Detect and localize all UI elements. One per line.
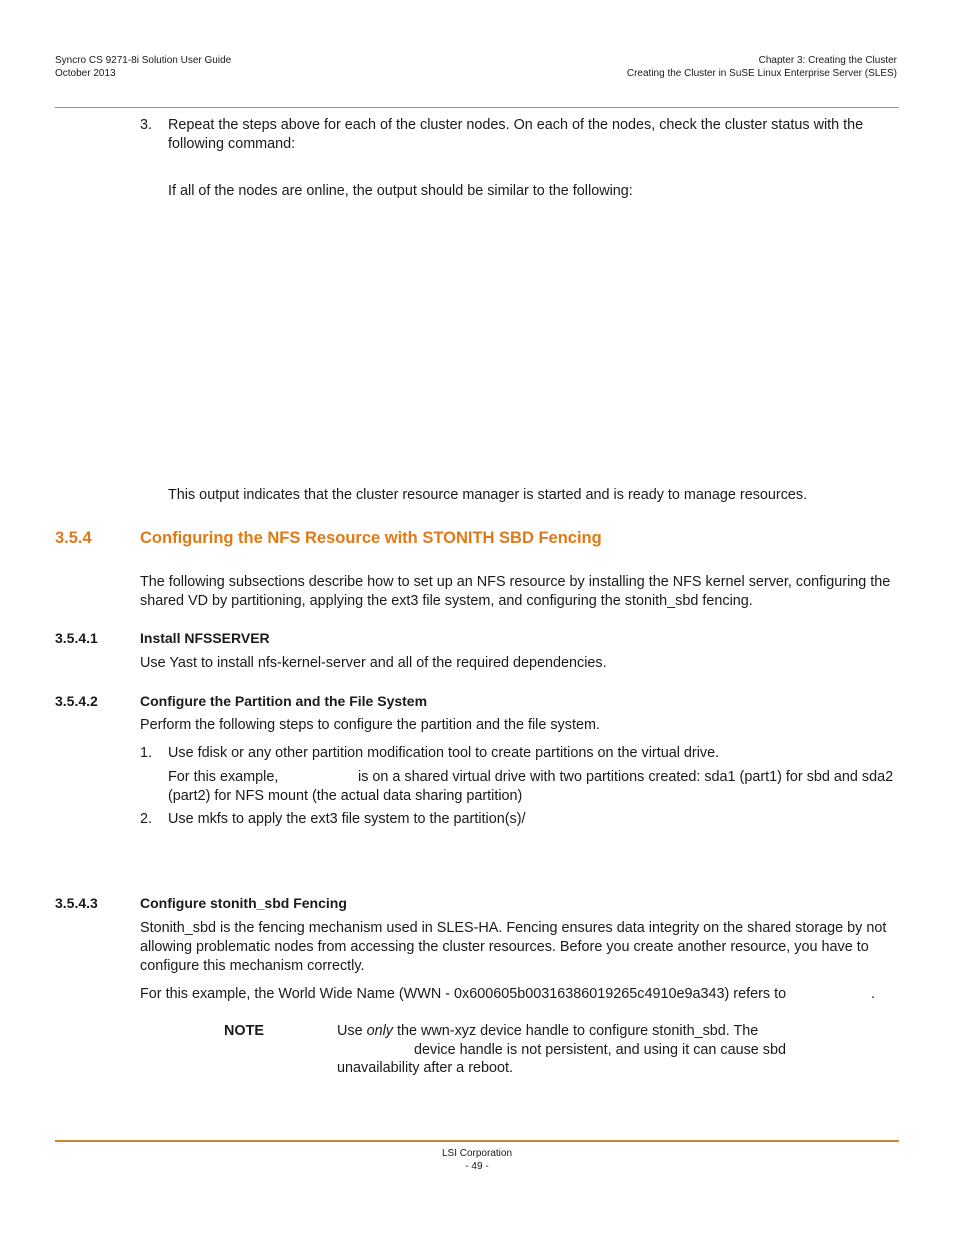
- section-3541-number: 3.5.4.1: [55, 630, 98, 646]
- note-line2: device handle is not persistent, and using it can cause sbd: [414, 1042, 786, 1058]
- chapter-title: Chapter 3: Creating the Cluster: [758, 55, 897, 66]
- section-3543-title: Configure stonith_sbd Fencing: [140, 895, 347, 911]
- section-354-number: 3.5.4: [55, 529, 92, 547]
- section-3543-example-period: .: [871, 986, 875, 1002]
- step3-line1: Repeat the steps above for each of the cluster nodes. On each of the nodes, check the cluster status with the: [168, 117, 864, 133]
- step1-example-middle: is on a shared virtual drive with two partitions created: sda1 (part1) for sbd and sda2: [358, 769, 894, 785]
- step2-text: Use mkfs to apply the ext3 file system to the partition(s)/: [168, 811, 526, 827]
- note-label: NOTE: [224, 1023, 264, 1039]
- note-only: only: [366, 1023, 393, 1039]
- footer: [0, 1147, 954, 1173]
- note-use: Use: [337, 1023, 363, 1039]
- section-3543-body: [140, 919, 900, 976]
- header-left: [55, 54, 231, 80]
- page-number: - 49 -: [465, 1161, 489, 1172]
- note-line1: [337, 1022, 758, 1041]
- document-title: Syncro CS 9271-8i Solution User Guide: [55, 55, 232, 66]
- step1-example-start: For this example,: [168, 769, 279, 785]
- document-date: October 2013: [55, 68, 116, 79]
- step3-number: 3.: [140, 117, 153, 133]
- section-3541-body: Use Yast to install nfs-kernel-server and all of the required dependencies.: [140, 655, 607, 671]
- section-3542-number: 3.5.4.2: [55, 693, 98, 709]
- step2-number: 2.: [140, 811, 153, 827]
- note-rest1: the wwn-xyz device handle to configure stonith_sbd. The: [397, 1023, 759, 1039]
- section-title: Creating the Cluster in SuSE Linux Enterprise Server (SLES): [626, 68, 897, 79]
- section-3542-body: Perform the following steps to configure the partition and the file system.: [140, 717, 600, 733]
- section-3543-example: For this example, the World Wide Name (WWN - 0x600605b00316386019265c4910e9a343) refers to: [140, 986, 787, 1002]
- step3-line2: following command:: [168, 136, 296, 152]
- section-3543-body-line1: Stonith_sbd is the fencing mechanism used in SLES-HA. Fencing ensures data integrity on the shared storage by not: [140, 920, 887, 936]
- header-rule: [55, 107, 899, 108]
- output-note: This output indicates that the cluster resource manager is started and is ready to manage resources.: [168, 487, 808, 503]
- section-3541-title: Install NFSSERVER: [140, 630, 270, 646]
- section-354-intro-line2: shared VD by partitioning, applying the ext3 file system, and configuring the stonith_sbd fencing.: [140, 593, 753, 609]
- output-intro: If all of the nodes are online, the output should be similar to the following:: [168, 183, 633, 199]
- section-354-intro-line1: The following subsections describe how to set up an NFS resource by installing the NFS kernel server, configuring the: [140, 574, 891, 590]
- section-354-title: Configuring the NFS Resource with STONITH SBD Fencing: [140, 529, 602, 547]
- section-354-intro: [140, 573, 900, 611]
- step1-example-end: (part2) for NFS mount (the actual data sharing partition): [168, 788, 523, 804]
- note-line3: unavailability after a reboot.: [337, 1060, 513, 1076]
- footer-rule: [55, 1140, 899, 1142]
- step1-number: 1.: [140, 745, 153, 761]
- step3-text: [168, 116, 903, 154]
- section-3542-title: Configure the Partition and the File System: [140, 693, 428, 709]
- section-3543-body-line2: allowing problematic nodes from accessing the cluster resources. Before you create another resource, you have to: [140, 939, 869, 955]
- section-3543-body-line3: configure this mechanism correctly.: [140, 958, 365, 974]
- footer-company: LSI Corporation: [441, 1148, 513, 1159]
- section-3543-number: 3.5.4.3: [55, 895, 98, 911]
- header-right: [627, 54, 897, 80]
- step1-text: Use fdisk or any other partition modification tool to create partitions on the virtual drive.: [168, 745, 720, 761]
